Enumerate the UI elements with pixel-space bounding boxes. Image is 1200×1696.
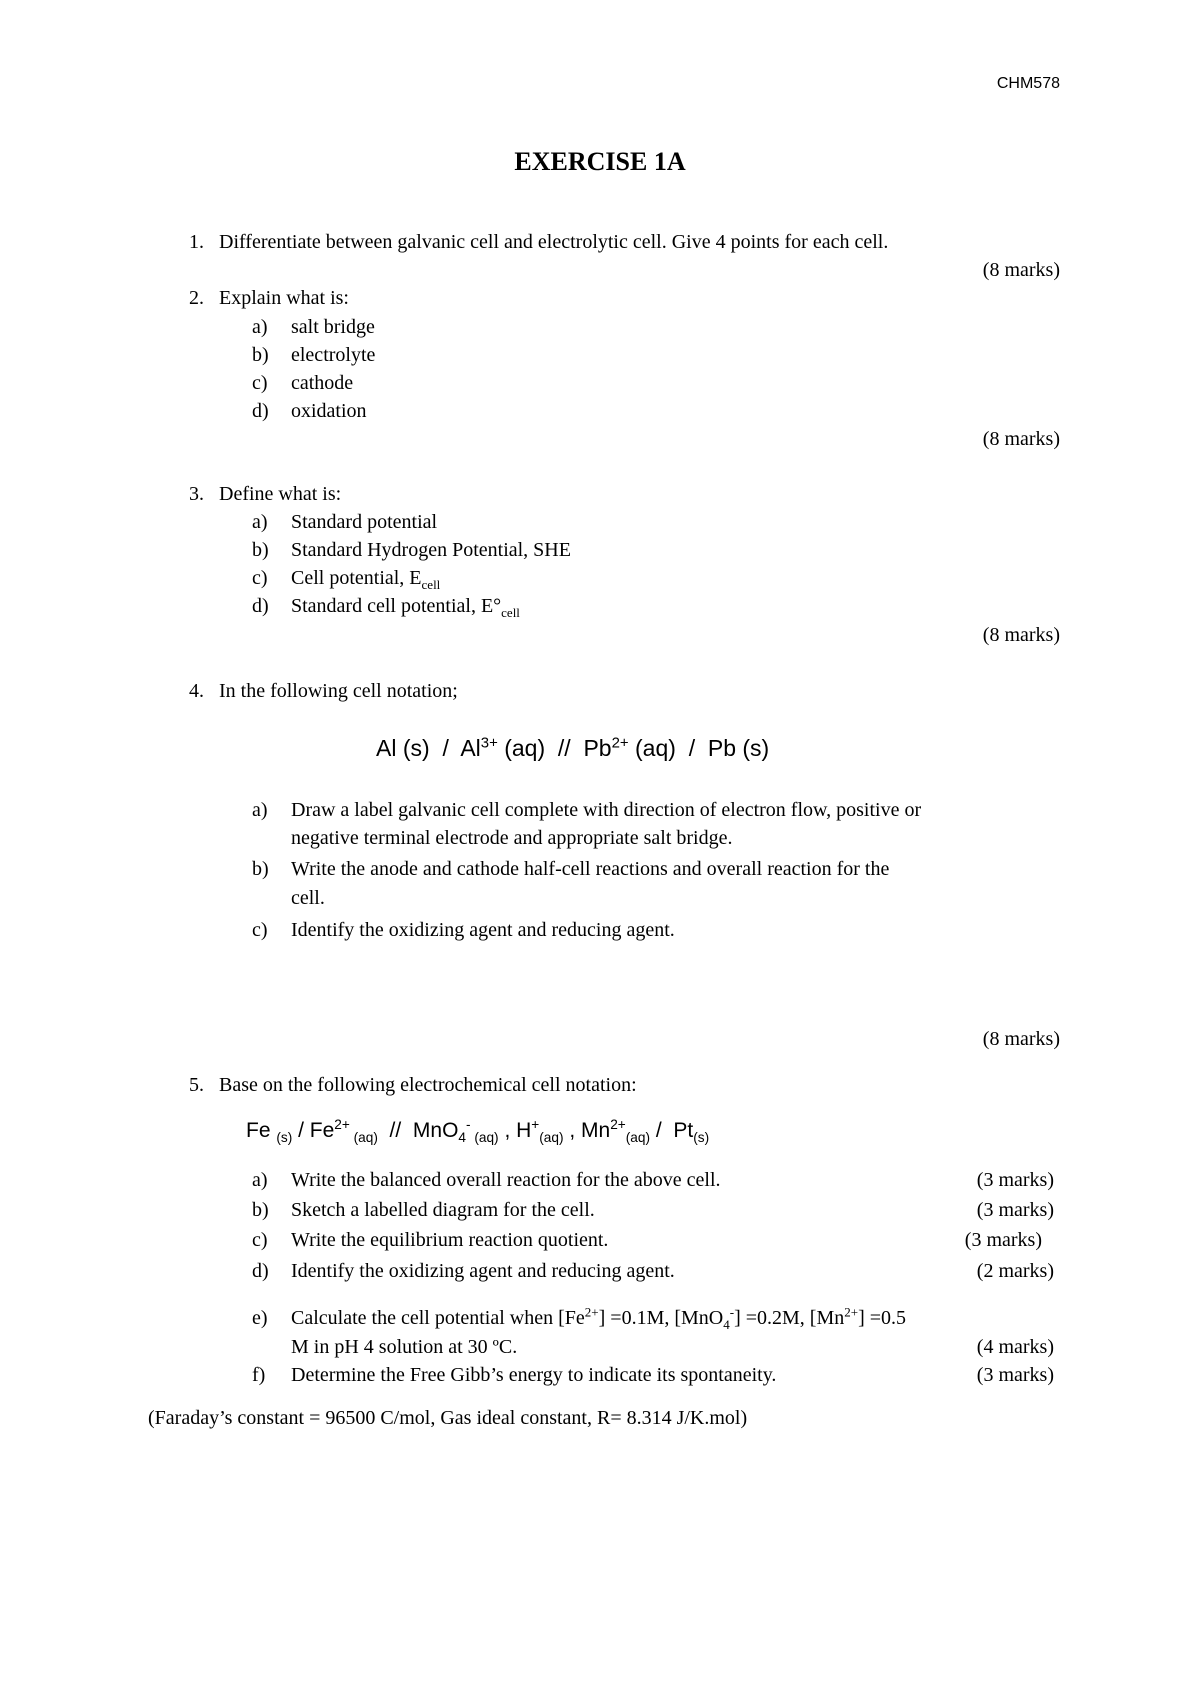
item-text-continued: negative terminal electrode and appropriate salt bridge. [291,827,733,849]
question-number: 2. [189,287,204,309]
notation-charge: 2+ [334,1117,350,1132]
item-letter: f) [252,1364,266,1386]
marks-label: (8 marks) [982,428,1060,450]
notation-charge: 2+ [610,1117,626,1132]
notation-part: (aq) // Pb [497,735,612,761]
question-text: In the following cell notation; [219,680,458,702]
page-title: EXERCISE 1A [514,147,686,176]
subscript-cell: cell [501,605,520,620]
marks-label: (3 marks) [976,1169,1054,1191]
item-letter: a) [252,799,268,821]
marks-label: (8 marks) [982,1028,1060,1050]
formula-subscript: 4 [723,1317,730,1332]
question-text: Differentiate between galvanic cell and electrolytic cell. Give 4 points for each cell. [219,231,889,253]
item-text: oxidation [291,400,367,422]
notation-charge: 3+ [480,734,498,752]
item-text: Standard Hydrogen Potential, SHE [291,539,571,561]
item-text: salt bridge [291,316,375,338]
item-letter: c) [252,919,268,941]
item-text: Write the anode and cathode half-cell reactions and overall reaction for the [291,858,890,880]
item-letter: b) [252,344,269,366]
charge-superscript: 2+ [844,1304,859,1320]
marks-label: (3 marks) [976,1199,1054,1221]
item-text: Determine the Free Gibb’s energy to indicate its spontaneity. [291,1364,777,1386]
question-text: Base on the following electrochemical cell notation: [219,1074,637,1096]
item-letter: a) [252,511,268,533]
notation-part: / Pt [650,1119,694,1142]
item-letter: c) [252,1229,268,1251]
notation-part: Fe [246,1119,277,1142]
notation-state: (aq) [349,1130,378,1146]
notation-state: (s) [693,1130,710,1146]
notation-part: , Mn [563,1119,611,1142]
constants-note: (Faraday’s constant = 96500 C/mol, Gas ideal constant, R= 8.314 J/K.mol) [148,1407,748,1429]
item-letter: d) [252,1260,269,1282]
notation-charge: - [466,1117,471,1132]
notation-part: Al (s) / Al [376,735,481,761]
item-letter: a) [252,1169,268,1191]
charge-superscript: 2+ [584,1304,599,1320]
question-number: 1. [189,231,204,253]
item-text: Identify the oxidizing agent and reducing agent. [291,1260,675,1282]
item-text: Standard potential [291,511,438,533]
notation-state: (aq) [470,1130,499,1146]
notation-charge: 2+ [611,734,629,752]
cell-notation-fe-mno4 [246,1117,709,1145]
question-text: Explain what is: [219,287,349,309]
marks-label: (2 marks) [976,1260,1054,1282]
item-text-continued: M in pH 4 solution at 30 ºC. [291,1336,518,1358]
item-text: Draw a label galvanic cell complete with direction of electron flow, positive or [291,799,922,821]
item-letter: d) [252,595,269,617]
notation-state: (aq) [625,1130,651,1146]
item-text-continued: cell. [291,887,325,909]
notation-charge: + [531,1117,540,1132]
notation-subscript: 4 [458,1130,466,1146]
notation-part: // MnO [377,1119,459,1142]
notation-part: , H [498,1119,532,1142]
course-code: CHM578 [996,75,1060,92]
item-text-part: ] =0.2M, [Mn [734,1307,845,1329]
notation-part: (aq) / Pb (s) [628,735,770,761]
item-text-part: Calculate the cell potential when [Fe [291,1307,585,1329]
item-text: Sketch a labelled diagram for the cell. [291,1199,595,1221]
question-number: 4. [189,680,204,702]
item-text-part: ] =0.5 [858,1307,907,1329]
item-letter: a) [252,316,268,338]
item-letter: b) [252,858,269,880]
notation-state: (s) [276,1130,293,1146]
item-letter: c) [252,567,268,589]
marks-label: (8 marks) [982,624,1060,646]
item-text: cathode [291,372,354,394]
marks-label: (3 marks) [964,1229,1042,1251]
item-text [291,1304,1061,1332]
item-text [291,564,1061,592]
charge-superscript: - [729,1304,735,1320]
item-text [291,592,1061,620]
item-text: electrolyte [291,344,376,366]
item-letter: e) [252,1307,268,1329]
item-letter: d) [252,400,269,422]
item-text: Write the equilibrium reaction quotient. [291,1229,609,1251]
question-number: 5. [189,1074,204,1096]
item-main-text: Standard cell potential, E° [291,595,502,617]
marks-label: (3 marks) [976,1364,1054,1386]
item-letter: c) [252,372,268,394]
item-text: Identify the oxidizing agent and reducing agent. [291,919,675,941]
item-main-text: Cell potential, E [291,567,422,589]
question-text: Define what is: [219,483,342,505]
cell-notation-al-pb [376,734,769,762]
notation-state: (aq) [539,1130,564,1146]
marks-label: (4 marks) [976,1336,1054,1358]
item-text: Write the balanced overall reaction for the above cell. [291,1169,721,1191]
item-letter: b) [252,539,269,561]
notation-part: / Fe [292,1119,335,1142]
subscript-cell: cell [421,577,441,592]
question-number: 3. [189,483,204,505]
item-letter: b) [252,1199,269,1221]
marks-label: (8 marks) [982,259,1060,281]
item-text-part: ] =0.1M, [MnO [598,1307,724,1329]
